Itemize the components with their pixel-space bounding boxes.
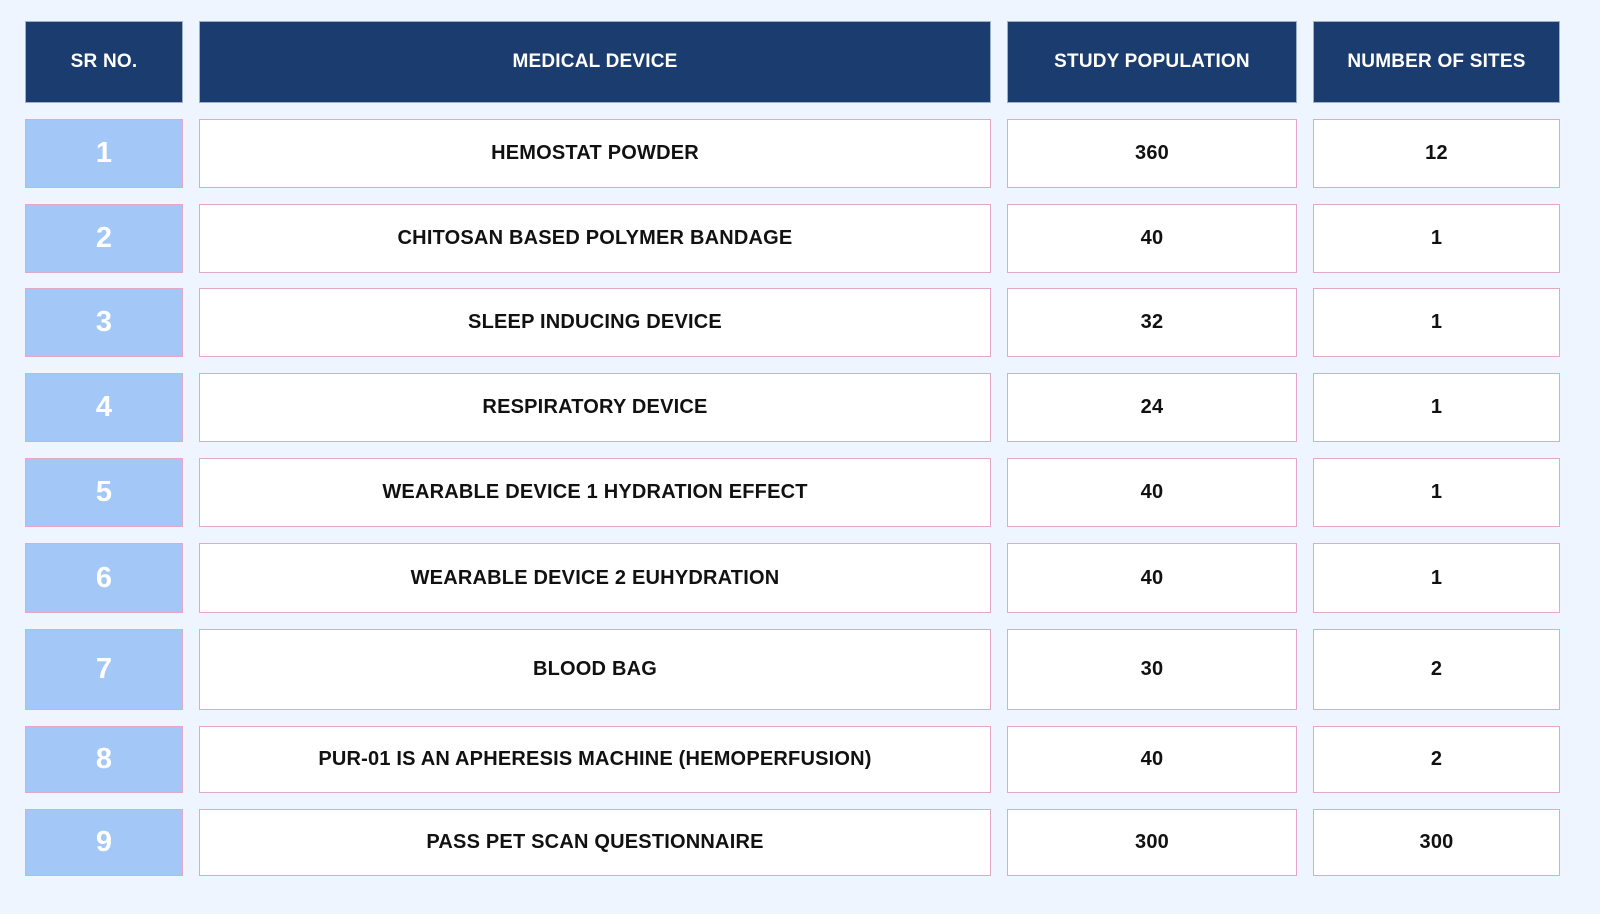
row-7-sr-no: 7 — [25, 629, 183, 710]
row-4-sr-no: 4 — [25, 373, 183, 442]
row-6-sr-no: 6 — [25, 543, 183, 613]
row-2-sites: 1 — [1313, 204, 1560, 273]
row-4-sites: 1 — [1313, 373, 1560, 442]
header-study-population: STUDY POPULATION — [1007, 21, 1297, 103]
row-1-sr-no: 1 — [25, 119, 183, 188]
row-3-sr-no: 3 — [25, 288, 183, 357]
row-4-device: RESPIRATORY DEVICE — [199, 373, 991, 442]
row-6-device: WEARABLE DEVICE 2 EUHYDRATION — [199, 543, 991, 613]
row-5-device: WEARABLE DEVICE 1 HYDRATION EFFECT — [199, 458, 991, 527]
row-3-sites: 1 — [1313, 288, 1560, 357]
row-8-population: 40 — [1007, 726, 1297, 793]
row-8-sr-no: 8 — [25, 726, 183, 793]
row-1-population: 360 — [1007, 119, 1297, 188]
row-7-sites: 2 — [1313, 629, 1560, 710]
row-3-device: SLEEP INDUCING DEVICE — [199, 288, 991, 357]
row-7-device: BLOOD BAG — [199, 629, 991, 710]
row-8-sites: 2 — [1313, 726, 1560, 793]
header-number-of-sites: NUMBER OF SITES — [1313, 21, 1560, 103]
row-9-population: 300 — [1007, 809, 1297, 876]
row-1-sites: 12 — [1313, 119, 1560, 188]
row-9-sites: 300 — [1313, 809, 1560, 876]
row-6-population: 40 — [1007, 543, 1297, 613]
row-9-device: PASS PET SCAN QUESTIONNAIRE — [199, 809, 991, 876]
row-2-device: CHITOSAN BASED POLYMER BANDAGE — [199, 204, 991, 273]
row-1-device: HEMOSTAT POWDER — [199, 119, 991, 188]
row-7-population: 30 — [1007, 629, 1297, 710]
row-5-sites: 1 — [1313, 458, 1560, 527]
row-3-population: 32 — [1007, 288, 1297, 357]
row-2-sr-no: 2 — [25, 204, 183, 273]
row-5-sr-no: 5 — [25, 458, 183, 527]
row-8-device: PUR-01 IS AN APHERESIS MACHINE (HEMOPERFUSION) — [199, 726, 991, 793]
header-sr-no: SR NO. — [25, 21, 183, 103]
row-9-sr-no: 9 — [25, 809, 183, 876]
row-6-sites: 1 — [1313, 543, 1560, 613]
header-medical-device: MEDICAL DEVICE — [199, 21, 991, 103]
row-2-population: 40 — [1007, 204, 1297, 273]
row-4-population: 24 — [1007, 373, 1297, 442]
device-study-table — [25, 21, 1560, 876]
row-5-population: 40 — [1007, 458, 1297, 527]
